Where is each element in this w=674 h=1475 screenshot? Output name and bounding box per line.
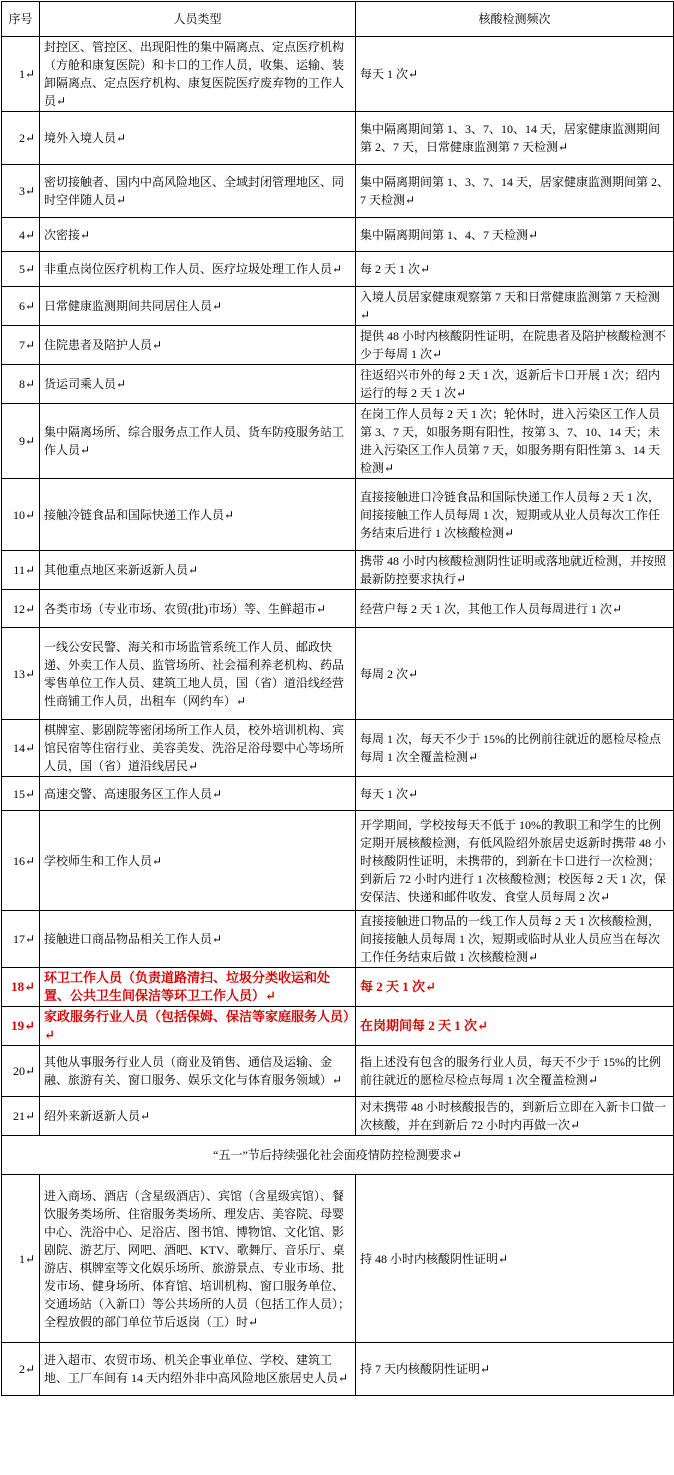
cell-serial-number: 18↵ [2, 968, 40, 1007]
cell-person-type: 绍外来新返新人员↵ [40, 1097, 356, 1136]
cell-serial-number: 6↵ [2, 287, 40, 326]
cell-person-type: 学校师生和工作人员↵ [40, 811, 356, 911]
cell-person-type: 集中隔离场所、综合服务点工作人员、货车防疫服务站工作人员↵ [40, 404, 356, 479]
table-row [2, 1007, 674, 1046]
cell-serial-number: 2↵ [2, 112, 40, 165]
table-row [2, 968, 674, 1007]
cell-person-type: 其他从事服务行业人员（商业及销售、通信及运输、金融、旅游有关、窗口服务、娱乐文化与体育服务领域）↵ [40, 1046, 356, 1097]
cell-test-frequency: 提供 48 小时内核酸阴性证明，在院患者及陪护核酸检测不少于每周 1 次↵ [356, 326, 674, 365]
cell-serial-number: 16↵ [2, 811, 40, 911]
cell-person-type: 高速交警、高速服务区工作人员↵ [40, 777, 356, 811]
header-serial-number: 序号 [2, 2, 40, 37]
cell-person-type: 接触进口商品物品相关工作人员↵ [40, 911, 356, 968]
cell-person-type: 一线公安民警、海关和市场监管系统工作人员、邮政快递、外卖工作人员、监管场所、社会福利养老机构、药品零售单位工作人员、建筑工地人员，国（省）道沿线经营性商铺工作人员，出租车（网约车）↵ [40, 628, 356, 720]
cell-person-type: 家政服务行业人员（包括保姆、保洁等家庭服务人员）↵ [40, 1007, 356, 1046]
cell-serial-number: 1↵ [2, 37, 40, 112]
table-row [2, 365, 674, 404]
cell-person-type: 封控区、管控区、出现阳性的集中隔离点、定点医疗机构（方舱和康复医院）和卡口的工作人员，收集、运输、装卸隔离点、定点医疗机构、康复医院医疗废弃物的工作人员↵ [40, 37, 356, 112]
cell-person-type: 环卫工作人员（负责道路清扫、垃圾分类收运和处置、公共卫生间保洁等环卫工作人员）↵ [40, 968, 356, 1007]
cell-serial-number: 5↵ [2, 252, 40, 287]
cell-serial-number: 7↵ [2, 326, 40, 365]
cell-test-frequency: 集中隔离期间第 1、3、7、14 天，居家健康监测期间第 2、7 天检测↵ [356, 165, 674, 218]
cell-test-frequency: 每天 1 次↵ [356, 37, 674, 112]
cell-serial-number: 21↵ [2, 1097, 40, 1136]
cell-test-frequency: 集中隔离期间第 1、3、7、10、14 天，居家健康监测期间第 2、7 天，日常健康监测第 7 天检测↵ [356, 112, 674, 165]
cell-serial-number: 4↵ [2, 218, 40, 252]
cell-person-type: 货运司乘人员↵ [40, 365, 356, 404]
cell-test-frequency: 每天 1 次↵ [356, 777, 674, 811]
cell-test-frequency: 指上述没有包含的服务行业人员，每天不少于 15%的比例前往就近的愿检尽检点每周 1 次全覆盖检测↵ [356, 1046, 674, 1097]
table-row [2, 404, 674, 479]
cell-test-frequency: 每周 1 次，每天不少于 15%的比例前往就近的愿检尽检点每周 1 次全覆盖检测↵ [356, 720, 674, 777]
cell-serial-number: 1↵ [2, 1175, 40, 1343]
cell-serial-number: 17↵ [2, 911, 40, 968]
cell-test-frequency: 对未携带 48 小时核酸报告的，到新后立即在入新卡口做一次核酸，并在到新后 72 小时内再做一次↵ [356, 1097, 674, 1136]
table-row [2, 1343, 674, 1396]
table-row [2, 112, 674, 165]
cell-person-type: 棋牌室、影剧院等密闭场所工作人员，校外培训机构、宾馆民宿等住宿行业、美容美发、洗浴足浴母婴中心等场所人员，国（省）道沿线居民↵ [40, 720, 356, 777]
table-row [2, 590, 674, 628]
cell-test-frequency: 携带 48 小时内核酸检测阴性证明或落地就近检测，并按照最新防控要求执行↵ [356, 551, 674, 590]
cell-serial-number: 19↵ [2, 1007, 40, 1046]
main-table-body [2, 37, 674, 1136]
table-row [2, 326, 674, 365]
cell-serial-number: 8↵ [2, 365, 40, 404]
cell-test-frequency: 直接接触进口冷链食品和国际快递工作人员每 2 天 1 次，间接接触工作人员每周 1 次，短期或从业人员每次工作任务结束后进行 1 次核酸检测↵ [356, 479, 674, 551]
table-row [2, 1097, 674, 1136]
cell-serial-number: 12↵ [2, 590, 40, 628]
cell-serial-number: 15↵ [2, 777, 40, 811]
cell-person-type: 进入超市、农贸市场、机关企事业单位、学校、建筑工地、工厂车间有 14 天内绍外非中高风险地区旅居史人员↵ [40, 1343, 356, 1396]
cell-test-frequency: 集中隔离期间第 1、4、7 天检测↵ [356, 218, 674, 252]
table-row [2, 811, 674, 911]
cell-serial-number: 9↵ [2, 404, 40, 479]
cell-serial-number: 10↵ [2, 479, 40, 551]
table-row [2, 218, 674, 252]
cell-person-type: 住院患者及陪护人员↵ [40, 326, 356, 365]
cell-test-frequency: 持 7 天内核酸阴性证明↵ [356, 1343, 674, 1396]
cell-serial-number: 2↵ [2, 1343, 40, 1396]
table-row [2, 777, 674, 811]
table-row [2, 287, 674, 326]
cell-serial-number: 14↵ [2, 720, 40, 777]
table-row [2, 37, 674, 112]
table-row [2, 628, 674, 720]
section-title: “五一”节后持续强化社会面疫情防控检测要求↵ [2, 1136, 674, 1175]
cell-serial-number: 3↵ [2, 165, 40, 218]
testing-frequency-table [1, 1, 674, 1396]
table-row [2, 1175, 674, 1343]
cell-person-type: 境外入境人员↵ [40, 112, 356, 165]
cell-person-type: 各类市场（专业市场、农贸(批)市场）等、生鲜超市↵ [40, 590, 356, 628]
table-row [2, 720, 674, 777]
cell-serial-number: 20↵ [2, 1046, 40, 1097]
header-person-type: 人员类型 [40, 2, 356, 37]
cell-serial-number: 11↵ [2, 551, 40, 590]
cell-person-type: 日常健康监测期间共同居住人员↵ [40, 287, 356, 326]
cell-serial-number: 13↵ [2, 628, 40, 720]
cell-person-type: 非重点岗位医疗机构工作人员、医疗垃圾处理工作人员↵ [40, 252, 356, 287]
table-header-row [2, 2, 674, 37]
cell-test-frequency: 入境人员居家健康观察第 7 天和日常健康监测第 7 天检测↵ [356, 287, 674, 326]
header-test-frequency: 核酸检测频次 [356, 2, 674, 37]
table-row [2, 911, 674, 968]
cell-test-frequency: 每 2 天 1 次↵ [356, 252, 674, 287]
table-row [2, 165, 674, 218]
cell-person-type: 次密接↵ [40, 218, 356, 252]
section-table-body [2, 1175, 674, 1396]
cell-test-frequency: 每周 2 次↵ [356, 628, 674, 720]
cell-person-type: 其他重点地区来新返新人员↵ [40, 551, 356, 590]
cell-test-frequency: 往返绍兴市外的每 2 天 1 次，返新后卡口开展 1 次；绍内运行的每 2 天 1 次↵ [356, 365, 674, 404]
table-row [2, 252, 674, 287]
cell-test-frequency: 开学期间，学校按每天不低于 10%的教职工和学生的比例定期开展核酸检测，有低风险绍外旅居史返新时携带 48 小时核酸阴性证明，未携带的，到新在卡口进行一次检测；到新后 72 小时内进行 1 次核酸检测；校医每 2 天 1 次，保安保洁、快递和邮件收发、食堂人员每周 2 次↵ [356, 811, 674, 911]
cell-test-frequency: 经营户每 2 天 1 次，其他工作人员每周进行 1 次↵ [356, 590, 674, 628]
section-title-row [2, 1136, 674, 1175]
cell-test-frequency: 持 48 小时内核酸阴性证明↵ [356, 1175, 674, 1343]
section-block [2, 1136, 674, 1175]
cell-test-frequency: 在岗期间每 2 天 1 次↵ [356, 1007, 674, 1046]
cell-test-frequency: 在岗工作人员每 2 天 1 次；轮休时，进入污染区工作人员第 3、7 天，如服务期有阳性，按第 3、7、10、14 天；未进入污染区工作人员第 7 天，如服务期有阳性第 3、14 天检测↵ [356, 404, 674, 479]
cell-person-type: 密切接触者、国内中高风险地区、全域封闭管理地区、同时空伴随人员↵ [40, 165, 356, 218]
cell-person-type: 进入商场、酒店（含星级酒店）、宾馆（含星级宾馆）、餐饮服务类场所、住宿服务类场所、理发店、美容院、母婴中心、洗浴中心、足浴店、图书馆、博物馆、文化馆、影剧院、游艺厅、网吧、酒吧、KTV、歌舞厅、音乐厅、桌游店、棋牌室等文化娱乐场所、旅游景点、专业市场、批发市场、健身场所、体育馆、培训机构、窗口服务单位、交通场站（入新口）等公共场所的人员（包括工作人员）；全程放假的部门单位节后返岗（工）时↵ [40, 1175, 356, 1343]
table-row [2, 1046, 674, 1097]
table-row [2, 479, 674, 551]
cell-test-frequency: 直接接触进口物品的一线工作人员每 2 天 1 次核酸检测，间接接触人员每周 1 次，短期或临时从业人员应当在每次工作任务结束后做 1 次核酸检测↵ [356, 911, 674, 968]
table-row [2, 551, 674, 590]
cell-person-type: 接触冷链食品和国际快递工作人员↵ [40, 479, 356, 551]
cell-test-frequency: 每 2 天 1 次↵ [356, 968, 674, 1007]
